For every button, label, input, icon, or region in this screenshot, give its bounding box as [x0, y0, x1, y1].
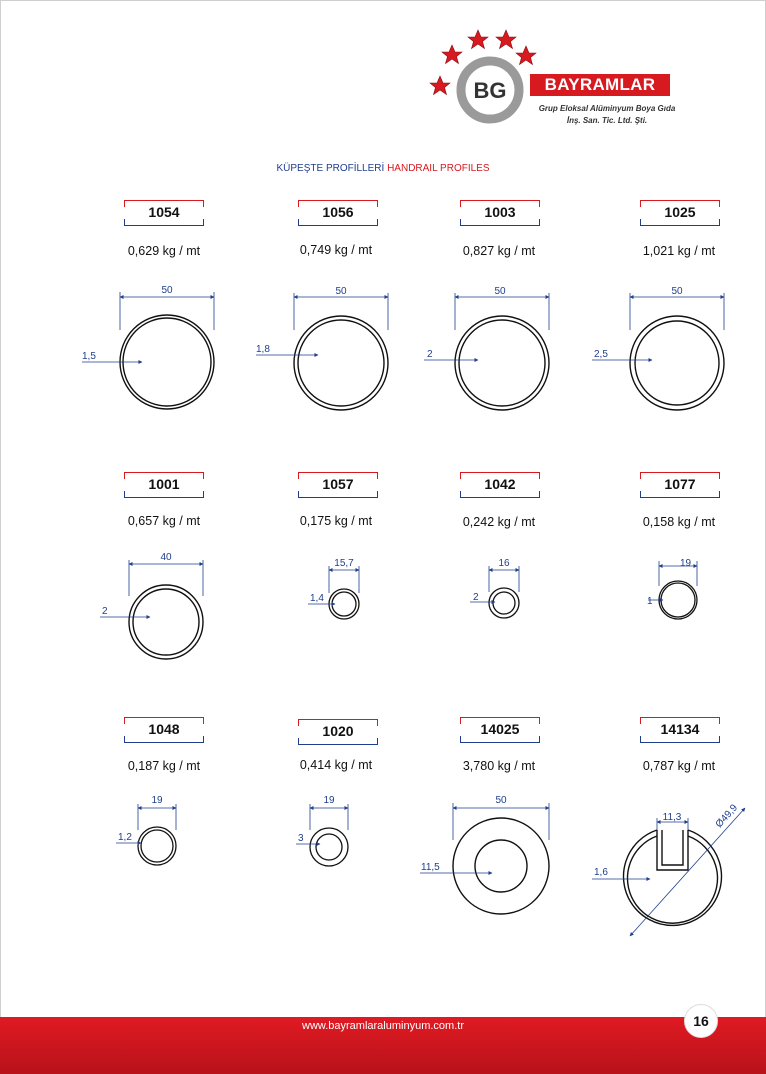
profile-weight: 0,787 kg / mt — [642, 759, 716, 773]
diameter-label: 50 — [494, 286, 506, 297]
tube-inner — [298, 320, 384, 406]
slotted-profile-inner — [628, 836, 718, 923]
diameter-label: 19 — [151, 795, 163, 806]
tube-outer — [129, 585, 203, 659]
profile-weight: 0,414 kg / mt — [299, 758, 373, 772]
diameter-label: 50 — [335, 286, 347, 297]
profile-weight: 0,175 kg / mt — [299, 514, 373, 528]
wall-label: 1,5 — [82, 351, 96, 362]
diameter-label: 16 — [498, 558, 510, 569]
wall-label: 1,6 — [594, 867, 608, 878]
profile-code: 1042 — [484, 476, 516, 492]
website-url: www.bayramlaraluminyum.com.tr — [302, 1020, 464, 1032]
profile-code: 1077 — [664, 476, 696, 492]
tube-inner — [493, 592, 515, 614]
diameter-label: Ø49,9 — [713, 802, 741, 831]
tube-outer — [138, 827, 176, 865]
thick-tube-inner — [475, 840, 527, 892]
diameter-label: 15,7 — [334, 558, 354, 569]
profile-code: 1003 — [484, 204, 516, 220]
profile-weight: 0,629 kg / mt — [127, 244, 201, 258]
profile-code: 14025 — [480, 721, 520, 737]
profile-code: 1056 — [322, 204, 354, 220]
tube-inner — [635, 321, 719, 405]
wall-label: 1,2 — [118, 832, 132, 843]
logo-mark: BG — [473, 78, 507, 103]
profile-weight: 0,749 kg / mt — [299, 243, 373, 257]
diameter-label: 40 — [160, 552, 172, 563]
section-title-tr: KÜPEŞTE PROFİLLERİ — [276, 163, 385, 174]
slot-walls — [657, 830, 688, 870]
tube-inner — [459, 320, 545, 406]
tube-outer — [630, 316, 724, 410]
profile-weight: 0,158 kg / mt — [642, 515, 716, 529]
brand-name: BAYRAMLAR — [530, 74, 670, 96]
profile-weight: 0,242 kg / mt — [462, 515, 536, 529]
wall-label: 11,5 — [421, 862, 440, 873]
wall-label: 2 — [427, 349, 433, 360]
profile-code: 1057 — [322, 476, 354, 492]
tube-inner — [141, 830, 173, 862]
slotted-profile-outer — [623, 830, 721, 925]
diameter-label: 50 — [495, 795, 507, 806]
profile-code: 1025 — [664, 204, 696, 220]
profile-code: 1020 — [322, 723, 354, 739]
wall-label: 1,4 — [310, 593, 324, 604]
slot-label: 11,3 — [662, 812, 682, 823]
profile-code: 1001 — [148, 476, 180, 492]
tube-inner — [332, 592, 356, 616]
section-title-en: HANDRAIL PROFILES — [387, 163, 490, 174]
wall-label: 2 — [473, 592, 479, 603]
tube-inner — [661, 583, 695, 617]
thick-tube-outer — [453, 818, 549, 914]
tube-inner — [133, 589, 199, 655]
tube-outer — [294, 316, 388, 410]
tube-inner — [316, 834, 342, 860]
tube-outer — [659, 581, 697, 619]
brand-line-2: İnş. San. Tic. Ltd. Şti. — [566, 116, 648, 125]
diameter-label: 19 — [323, 795, 335, 806]
profile-code: 1054 — [148, 204, 180, 220]
tube-outer — [455, 316, 549, 410]
wall-label: 3 — [298, 833, 304, 844]
profile-weight: 0,657 kg / mt — [127, 514, 201, 528]
wall-label: 1 — [647, 596, 653, 607]
brand-line-1: Grup Eloksal Alüminyum Boya Gıda — [538, 104, 676, 113]
profile-code: 14134 — [660, 721, 700, 737]
wall-label: 2 — [102, 606, 108, 617]
profile-code: 1048 — [148, 721, 180, 737]
wall-label: 2,5 — [594, 349, 608, 360]
profile-weight: 1,021 kg / mt — [642, 244, 716, 258]
profile-weight: 0,827 kg / mt — [462, 244, 536, 258]
page-number: 16 — [684, 1004, 718, 1038]
profile-weight: 3,780 kg / mt — [462, 759, 536, 773]
wall-label: 1,8 — [256, 344, 270, 355]
diameter-label: 50 — [671, 286, 683, 297]
profile-weight: 0,187 kg / mt — [127, 759, 201, 773]
diameter-label: 19 — [680, 558, 692, 569]
diameter-label: 50 — [161, 285, 173, 296]
